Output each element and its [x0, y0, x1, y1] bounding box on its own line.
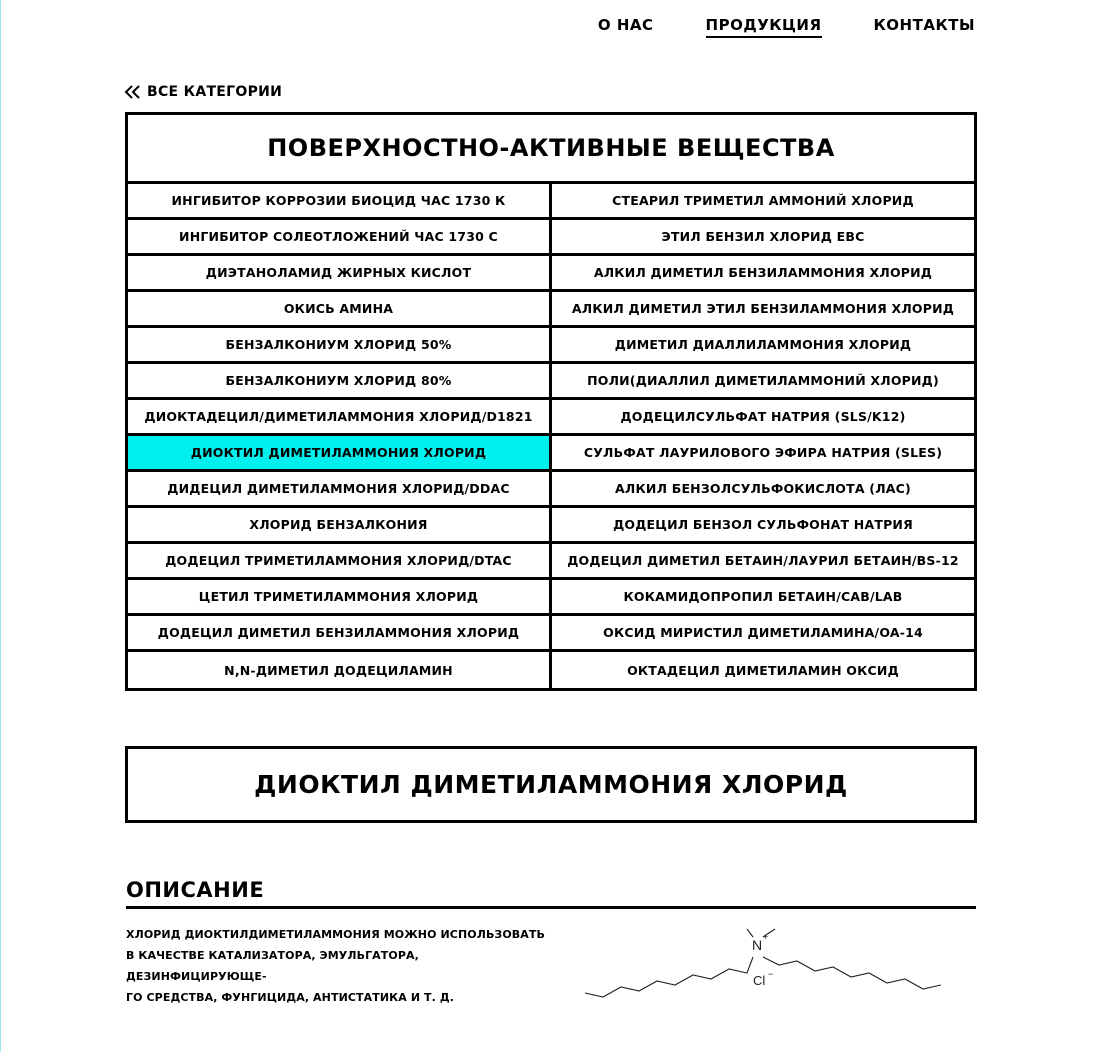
back-to-categories-link[interactable] — [124, 84, 282, 100]
category-item[interactable]: N,N-ДИМЕТИЛ ДОДЕЦИЛАМИН — [128, 652, 552, 688]
category-item[interactable]: ДОДЕЦИЛСУЛЬФАТ НАТРИЯ (SLS/K12) — [552, 400, 974, 436]
double-chevron-left-icon — [124, 85, 141, 99]
category-item[interactable]: ДОДЕЦИЛ ТРИМЕТИЛАММОНИЯ ХЛОРИД/DTAC — [128, 544, 552, 580]
nav-item-products[interactable]: ПРОДУКЦИЯ — [706, 16, 822, 38]
category-item[interactable]: АЛКИЛ ДИМЕТИЛ ЭТИЛ БЕНЗИЛАММОНИЯ ХЛОРИД — [552, 292, 974, 328]
counter-ion-label: Cl — [753, 973, 766, 988]
category-item[interactable]: ОКИСЬ АМИНА — [128, 292, 552, 328]
category-item[interactable]: ДИОКТИЛ ДИМЕТИЛАММОНИЯ ХЛОРИД — [128, 436, 552, 472]
category-item[interactable]: ЦЕТИЛ ТРИМЕТИЛАММОНИЯ ХЛОРИД — [128, 580, 552, 616]
category-table — [125, 112, 977, 691]
category-item[interactable]: ДОДЕЦИЛ ДИМЕТИЛ БЕНЗИЛАММОНИЯ ХЛОРИД — [128, 616, 552, 652]
structural-formula-image — [581, 925, 951, 1009]
category-item[interactable]: БЕНЗАЛКОНИУМ ХЛОРИД 50% — [128, 328, 552, 364]
category-title: ПОВЕРХНОСТНО-АКТИВНЫЕ ВЕЩЕСТВА — [128, 115, 974, 184]
description-line: ХЛОРИД ДИОКТИЛДИМЕТИЛАММОНИЯ МОЖНО ИСПОЛЬЗОВАТЬ — [126, 928, 545, 941]
description-text — [126, 924, 546, 1008]
category-item[interactable]: ЭТИЛ БЕНЗИЛ ХЛОРИД EBC — [552, 220, 974, 256]
category-item[interactable]: СУЛЬФАТ ЛАУРИЛОВОГО ЭФИРА НАТРИЯ (SLES) — [552, 436, 974, 472]
nav-item-contacts[interactable]: КОНТАКТЫ — [873, 16, 975, 34]
category-item[interactable]: ХЛОРИД БЕНЗАЛКОНИЯ — [128, 508, 552, 544]
category-item[interactable]: ДОДЕЦИЛ ДИМЕТИЛ БЕТАИН/ЛАУРИЛ БЕТАИН/BS-12 — [552, 544, 974, 580]
category-item[interactable]: АЛКИЛ БЕНЗОЛСУЛЬФОКИСЛОТА (ЛАС) — [552, 472, 974, 508]
description-heading: ОПИСАНИЕ — [126, 878, 976, 909]
category-item[interactable]: ПОЛИ(ДИАЛЛИЛ ДИМЕТИЛАММОНИЙ ХЛОРИД) — [552, 364, 974, 400]
category-item[interactable]: ДИОКТАДЕЦИЛ/ДИМЕТИЛАММОНИЯ ХЛОРИД/D1821 — [128, 400, 552, 436]
category-item[interactable]: ДИМЕТИЛ ДИАЛЛИЛАММОНИЯ ХЛОРИД — [552, 328, 974, 364]
category-item[interactable]: ОКСИД МИРИСТИЛ ДИМЕТИЛАМИНА/OA-14 — [552, 616, 974, 652]
category-item[interactable]: ДИЭТАНОЛАМИД ЖИРНЫХ КИСЛОТ — [128, 256, 552, 292]
category-item[interactable]: ДОДЕЦИЛ БЕНЗОЛ СУЛЬФОНАТ НАТРИЯ — [552, 508, 974, 544]
top-nav — [598, 16, 975, 38]
category-item[interactable]: ОКТАДЕЦИЛ ДИМЕТИЛАМИН ОКСИД — [627, 662, 899, 678]
back-link-label: ВСЕ КАТЕГОРИИ — [147, 84, 283, 100]
category-item[interactable]: ДИДЕЦИЛ ДИМЕТИЛАММОНИЯ ХЛОРИД/DDAC — [128, 472, 552, 508]
category-item[interactable]: СТЕАРИЛ ТРИМЕТИЛ АММОНИЙ ХЛОРИД — [552, 184, 974, 220]
atom-n-label: N — [752, 937, 763, 953]
charge-label: + — [763, 932, 769, 942]
category-item[interactable]: КОКАМИДОПРОПИЛ БЕТАИН/CAB/LAB — [552, 580, 974, 616]
category-item[interactable]: БЕНЗАЛКОНИУМ ХЛОРИД 80% — [128, 364, 552, 400]
counter-charge-label: − — [768, 969, 774, 979]
product-title: ДИОКТИЛ ДИМЕТИЛАММОНИЯ ХЛОРИД — [125, 746, 977, 823]
category-item[interactable]: ИНГИБИТОР КОРРОЗИИ БИОЦИД ЧАС 1730 К — [128, 184, 552, 220]
category-item[interactable]: ИНГИБИТОР СОЛЕОТЛОЖЕНИЙ ЧАС 1730 С — [128, 220, 552, 256]
product-grid — [128, 184, 974, 688]
description-line: ГО СРЕДСТВА, ФУНГИЦИДА, АНТИСТАТИКА И Т. Д. — [126, 991, 455, 1004]
category-item[interactable]: АЛКИЛ ДИМЕТИЛ БЕНЗИЛАММОНИЯ ХЛОРИД — [552, 256, 974, 292]
nav-item-about[interactable]: О НАС — [597, 16, 654, 34]
description-line: В КАЧЕСТВЕ КАТАЛИЗАТОРА, ЭМУЛЬГАТОРА, ДЕЗИНФИЦИРУЮЩЕ- — [126, 949, 419, 983]
